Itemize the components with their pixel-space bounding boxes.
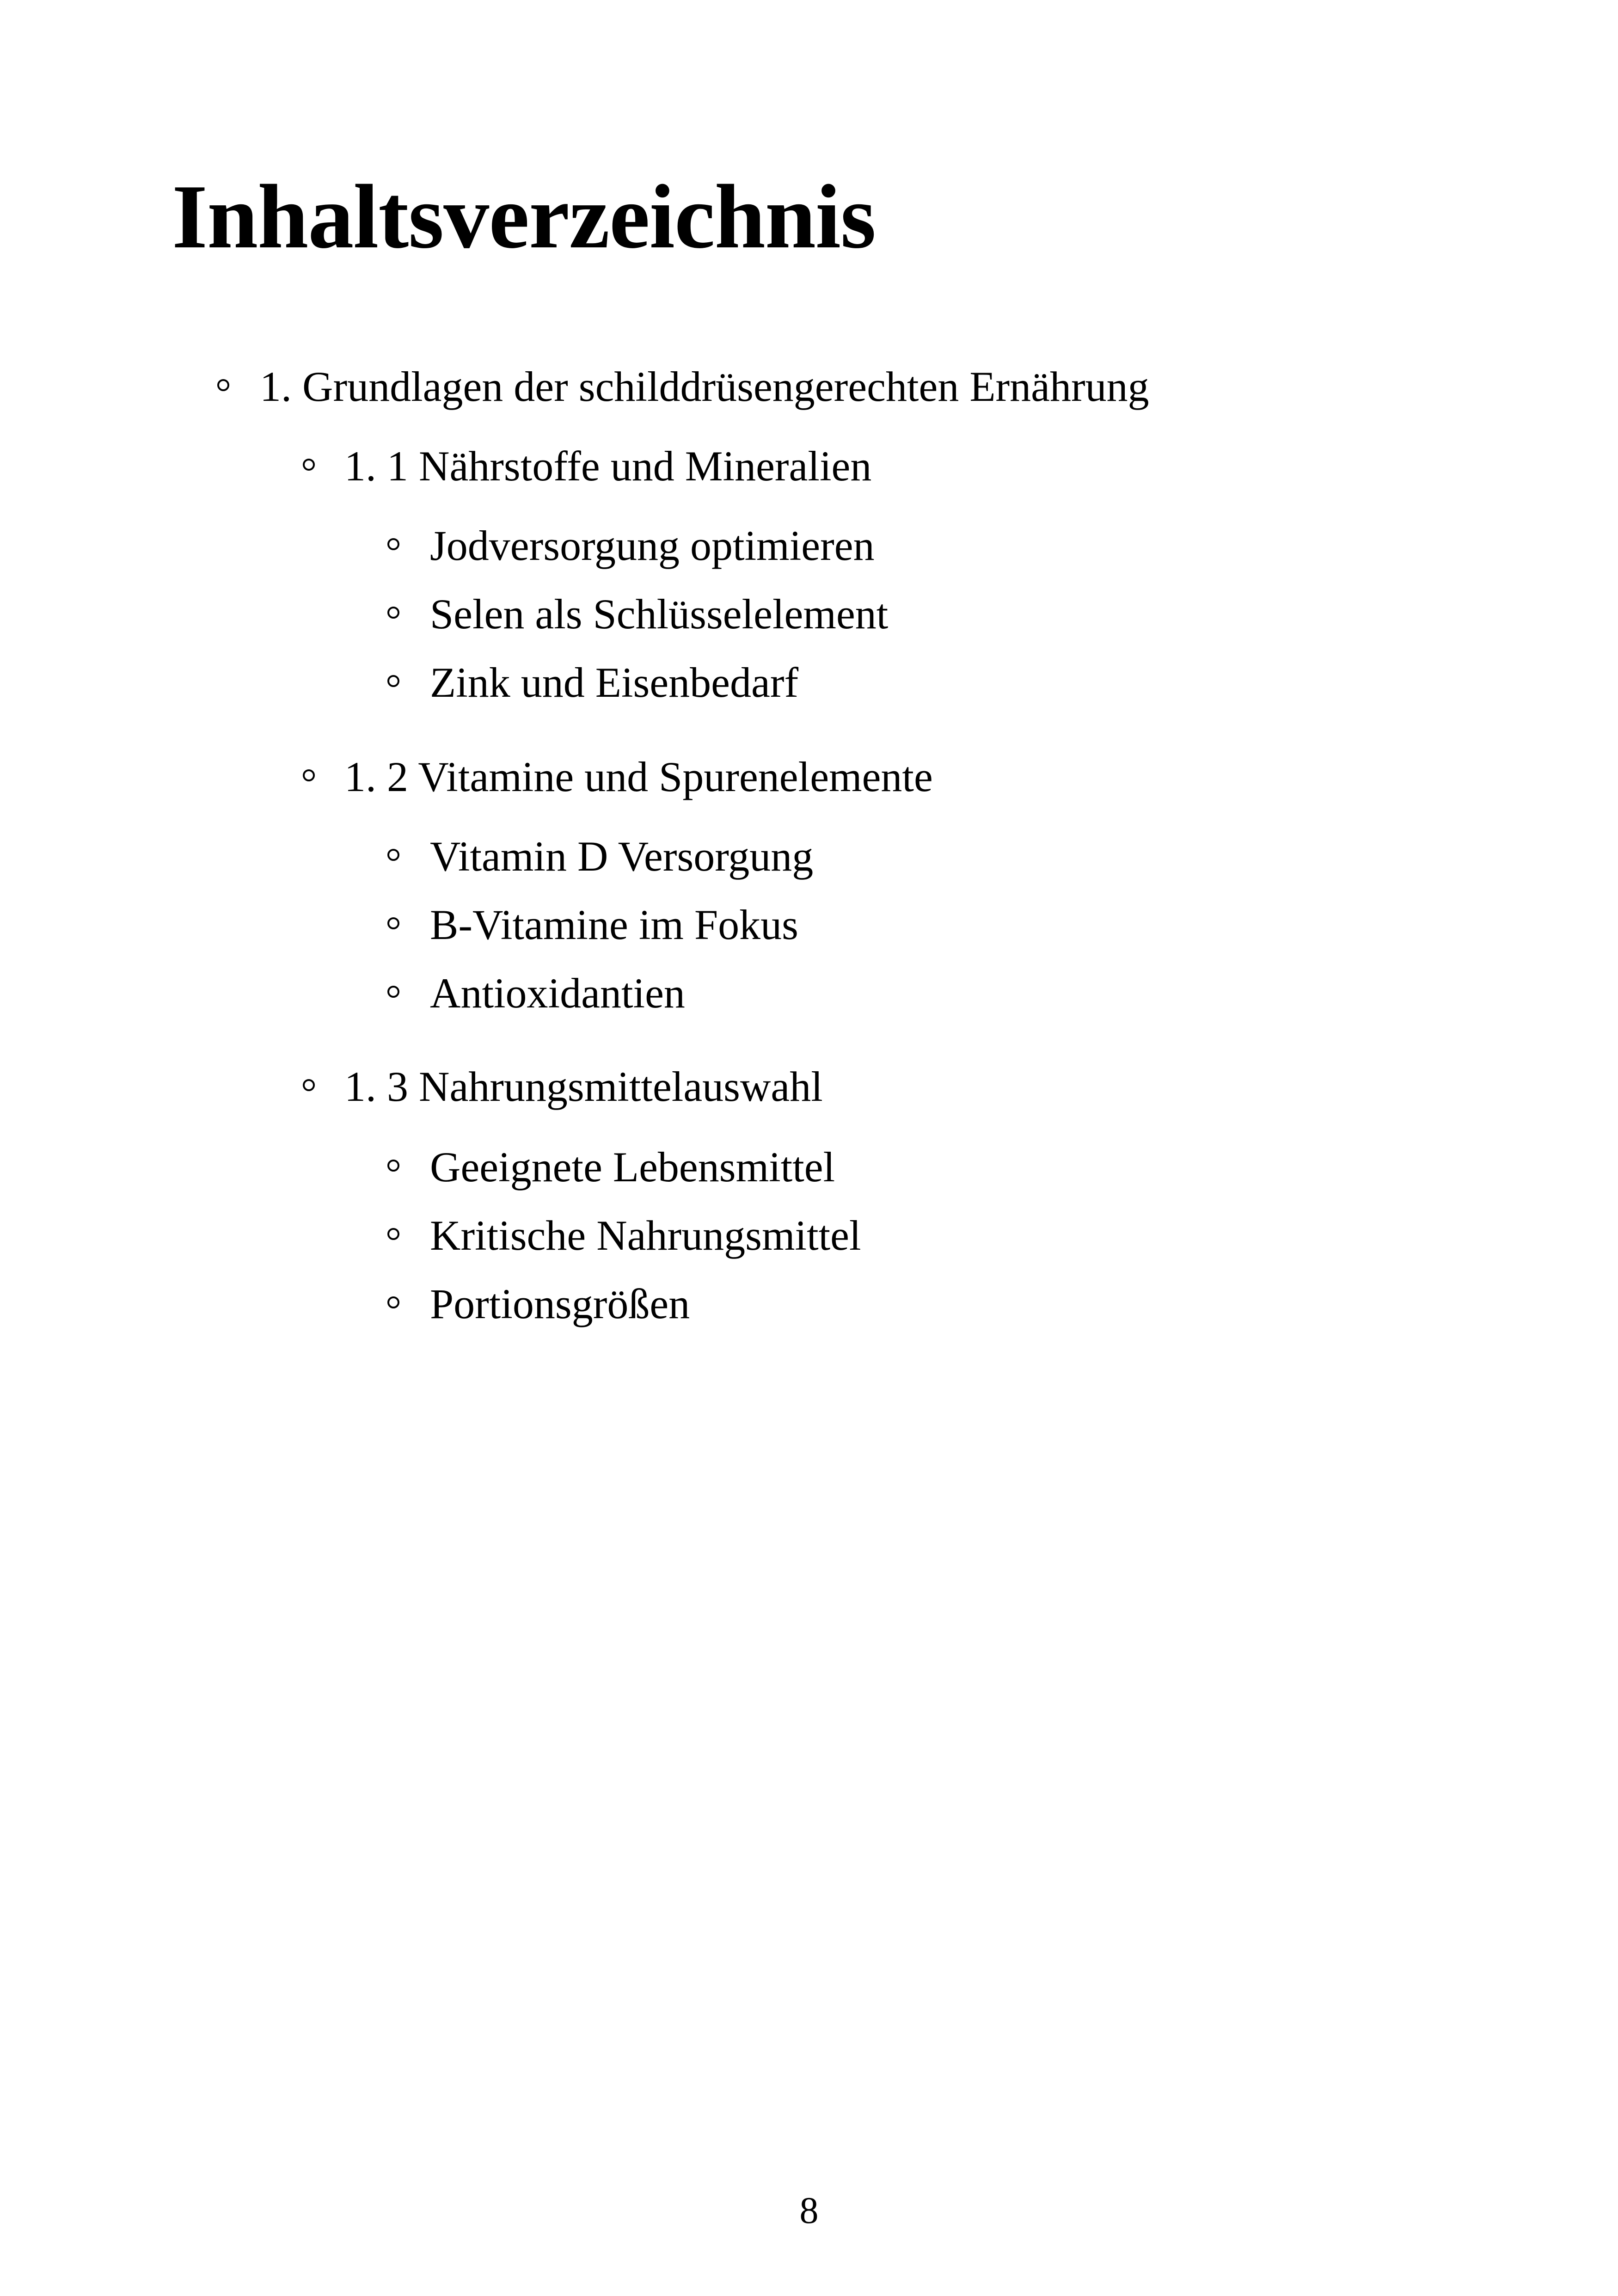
toc-entry-label: Jodversorgung optimieren	[430, 522, 875, 569]
toc-entry-label: Kritische Nahrungsmittel	[430, 1212, 861, 1259]
toc-entry-label: 1. 1 Nährstoffe und Mineralien	[344, 442, 872, 490]
circle-bullet-icon	[387, 849, 399, 861]
toc-entry-label: Antioxidantien	[430, 970, 685, 1017]
toc-entry-label: Geeignete Lebensmittel	[430, 1143, 835, 1191]
page-title: Inhaltsverzeichnis	[172, 166, 876, 267]
circle-bullet-icon	[303, 459, 315, 471]
circle-bullet-icon	[387, 1296, 399, 1308]
circle-bullet-icon	[387, 1160, 399, 1172]
page-number: 8	[799, 2189, 819, 2231]
toc-entry-label: 1. 2 Vitamine und Spurenelemente	[344, 753, 933, 800]
toc-entry-label: 1. Grundlagen der schilddrüsengerechten Ernährung	[260, 363, 1149, 410]
toc-entry-label: Vitamin D Versorgung	[430, 833, 814, 880]
toc-entry-label: Portionsgrößen	[430, 1280, 690, 1327]
toc-entry-label: Zink und Eisenbedarf	[430, 659, 799, 706]
circle-bullet-icon	[303, 1079, 315, 1091]
circle-bullet-icon	[217, 379, 229, 391]
toc-entry-label: 1. 3 Nahrungsmittelauswahl	[344, 1063, 823, 1110]
circle-bullet-icon	[387, 538, 399, 550]
circle-bullet-icon	[303, 769, 315, 781]
circle-bullet-icon	[387, 1228, 399, 1240]
toc-entry-label: B-Vitamine im Fokus	[430, 901, 798, 948]
circle-bullet-icon	[387, 917, 399, 929]
circle-bullet-icon	[387, 986, 399, 998]
circle-bullet-icon	[387, 607, 399, 619]
toc-entry-label: Selen als Schlüsselelement	[430, 590, 889, 638]
circle-bullet-icon	[387, 675, 399, 687]
